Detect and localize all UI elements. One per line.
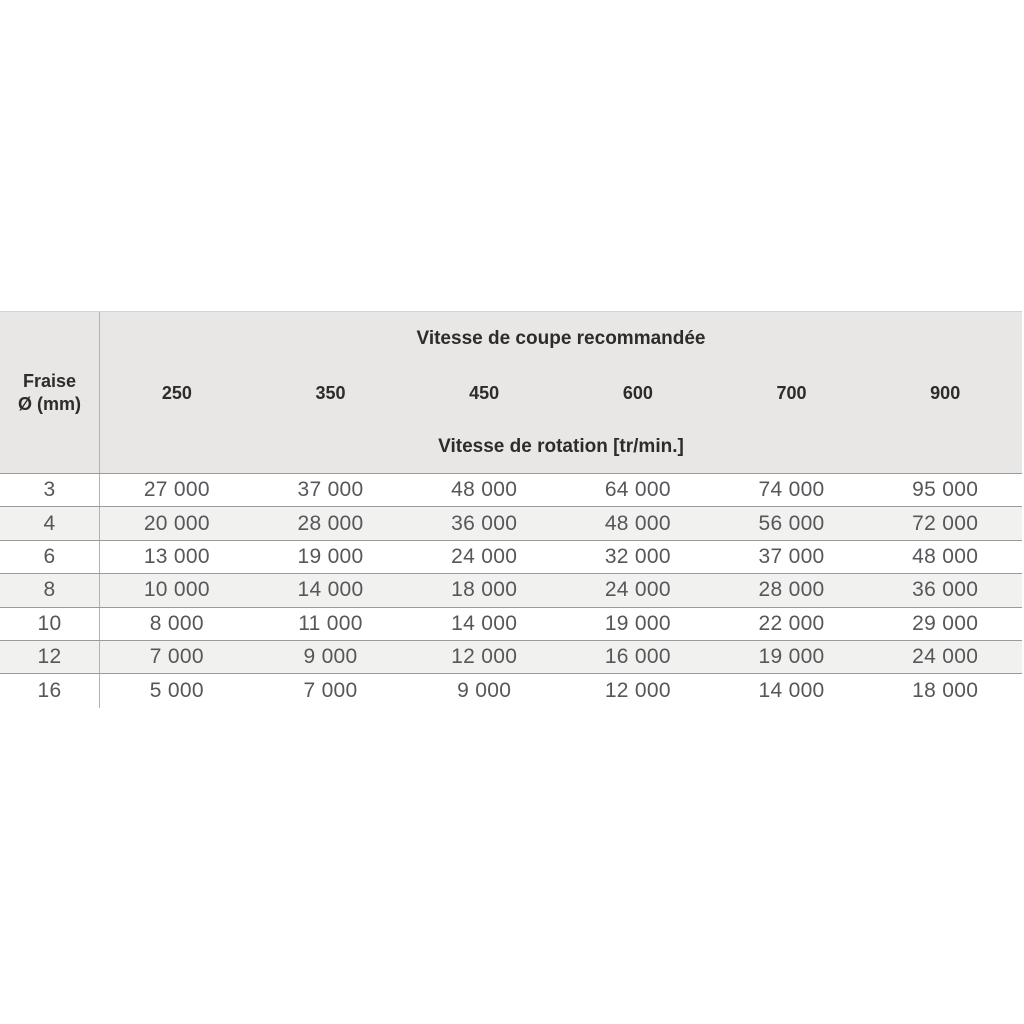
table-cell: 74 000	[758, 478, 825, 502]
table-cell: 95 000	[912, 478, 979, 502]
table-cell: 12 000	[451, 645, 518, 669]
table-cell: 11 000	[298, 611, 363, 635]
row-header-cell: 12	[0, 641, 100, 673]
table-cell: 56 000	[758, 511, 825, 535]
column-header-row	[100, 383, 1022, 404]
column-header: 600	[622, 382, 653, 403]
row-header-cell: 8	[0, 574, 100, 606]
table-cell: 64 000	[604, 478, 671, 502]
cutting-speed-table	[0, 311, 1022, 708]
table-row	[0, 541, 1022, 574]
table-cell: 37 000	[758, 544, 825, 568]
table-cell: 28 000	[297, 511, 364, 535]
table-cell: 37 000	[297, 478, 364, 502]
column-header: 900	[930, 382, 961, 403]
table-row	[0, 474, 1022, 507]
table-cell: 36 000	[451, 511, 518, 535]
table-cell: 20 000	[143, 511, 210, 535]
table-header-right	[100, 312, 1022, 473]
table-cell: 5 000	[149, 679, 204, 703]
table-subtitle: Vitesse de rotation [tr/min.]	[438, 436, 684, 457]
column-header: 450	[469, 382, 500, 403]
table-cell: 28 000	[758, 578, 825, 602]
column-header: 250	[161, 382, 192, 403]
table-cell: 48 000	[912, 544, 979, 568]
table-cell: 12 000	[604, 679, 671, 703]
table-cell: 48 000	[604, 511, 671, 535]
row-header-cell: 6	[0, 541, 100, 573]
table-cell: 16 000	[604, 645, 671, 669]
table-cell: 7 000	[149, 645, 204, 669]
table-cell: 24 000	[451, 544, 518, 568]
table-row	[0, 574, 1022, 607]
table-cell: 48 000	[451, 478, 518, 502]
table-row	[0, 608, 1022, 641]
table-title: Vitesse de coupe recommandée	[416, 328, 706, 349]
table-body	[0, 474, 1022, 708]
row-axis-header-line2: Ø (mm)	[18, 393, 81, 414]
table-cell: 27 000	[143, 478, 210, 502]
row-axis-header-line1: Fraise	[22, 370, 77, 391]
table-cell: 10 000	[143, 578, 210, 602]
column-header: 700	[776, 382, 807, 403]
table-cell: 19 000	[604, 611, 671, 635]
row-header-cell: 3	[0, 474, 100, 506]
table-cell: 29 000	[912, 611, 979, 635]
table-cell: 19 000	[758, 645, 825, 669]
table-cell: 36 000	[912, 578, 979, 602]
table-cell: 9 000	[457, 679, 512, 703]
table-cell: 14 000	[451, 611, 518, 635]
row-header-cell: 10	[0, 608, 100, 640]
table-cell: 7 000	[303, 679, 358, 703]
table-cell: 8 000	[149, 611, 204, 635]
table-row	[0, 674, 1022, 707]
row-header-cell: 16	[0, 674, 100, 707]
table-cell: 14 000	[297, 578, 364, 602]
table-cell: 22 000	[758, 611, 825, 635]
table-cell: 14 000	[758, 679, 825, 703]
table-cell: 24 000	[912, 645, 979, 669]
row-axis-header	[0, 312, 100, 473]
table-header	[0, 311, 1022, 474]
table-cell: 13 000	[143, 544, 210, 568]
table-cell: 18 000	[912, 679, 979, 703]
table-cell: 18 000	[451, 578, 518, 602]
table-cell: 24 000	[604, 578, 671, 602]
table-cell: 19 000	[297, 544, 364, 568]
table-row	[0, 641, 1022, 674]
column-header: 350	[315, 382, 346, 403]
table-cell: 32 000	[604, 544, 671, 568]
table-cell: 9 000	[303, 645, 358, 669]
table-row	[0, 507, 1022, 540]
table-cell: 72 000	[912, 511, 979, 535]
row-header-cell: 4	[0, 507, 100, 539]
